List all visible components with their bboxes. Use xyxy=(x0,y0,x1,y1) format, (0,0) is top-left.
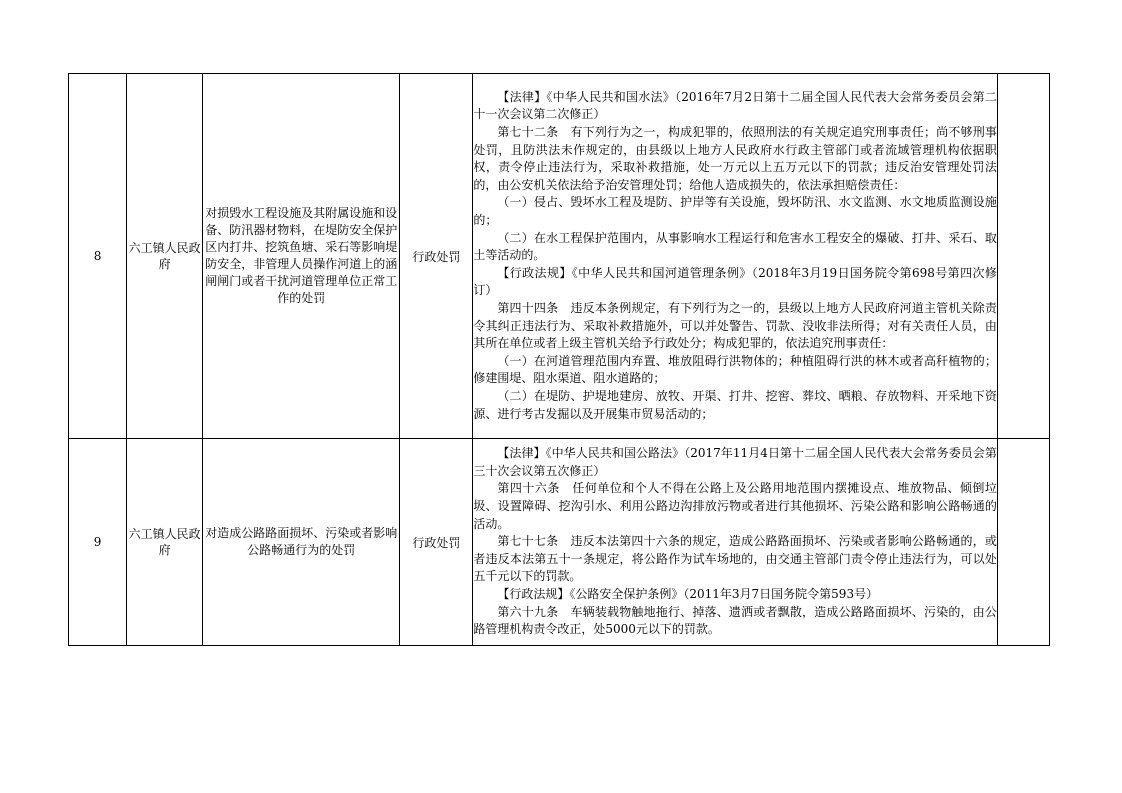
penalty-table xyxy=(68,73,1050,646)
basis-paragraph: 第七十七条 违反本法第四十六条的规定，造成公路路面损坏、污染或者影响公路畅通的，或者违反本法第五十一条规定，将公路作为试车场地的，由交通主管部门责令停止违法行为，可以处五千元以下的罚款。 xyxy=(473,534,997,584)
penalty-item: 对损毁水工程设施及其附属设施和设备、防汛器材物料，在堤防安全保护区内打井、挖筑鱼塘、采石等影响堤防安全，非管理人员操作河道上的涵闸闸门或者干扰河道管理单位正常工作的处罚 xyxy=(203,74,400,439)
penalty-type: 行政处罚 xyxy=(400,439,473,646)
basis-paragraph: （一）在河道管理范围内弃置、堆放阻碍行洪物体的；种植阻碍行洪的林木或者高秆植物的；修建围堤、阻水渠道、阻水道路的； xyxy=(473,353,997,386)
table-row xyxy=(69,74,1050,439)
remarks-cell xyxy=(997,74,1049,439)
basis-paragraph: 第四十六条 任何单位和个人不得在公路上及公路用地范围内摆摊设点、堆放物品、倾倒垃圾、设置障碍、挖沟引水、利用公路边沟排放污物或者进行其他损坏、污染公路和影响公路畅通的活动。 xyxy=(473,481,997,531)
remarks-cell xyxy=(997,439,1049,646)
basis-paragraph: （二）在堤防、护堤地建房、放牧、开渠、打井、挖窖、葬坟、晒粮、存放物料、开采地下资源、进行考古发掘以及开展集市贸易活动的； xyxy=(473,388,997,421)
basis-paragraph: 第六十九条 车辆装载物触地拖行、掉落、遗洒或者飘散，造成公路路面损坏、污染的，由公路管理机构责令改正，处5000元以下的罚款。 xyxy=(473,604,997,637)
basis-paragraph: 【行政法规】《中华人民共和国河道管理条例》（2018年3月19日国务院令第698号第四次修订） xyxy=(473,265,997,298)
basis-paragraph: 第四十四条 违反本条例规定，有下列行为之一的，县级以上地方人民政府河道主管机关除责令其纠正违法行为、采取补救措施外，可以并处警告、罚款、没收非法所得；对有关责任人员，由其所在单位或者上级主管机关给予行政处分；构成犯罪的，依法追究刑事责任： xyxy=(473,300,997,351)
basis-paragraph: 【行政法规】《公路安全保护条例》（2011年3月7日国务院令第593号） xyxy=(497,586,879,601)
basis-paragraph: （二）在水工程保护范围内，从事影响水工程运行和危害水工程安全的爆破、打井、采石、取土等活动的。 xyxy=(473,230,997,263)
implementing-unit: 六工镇人民政府 xyxy=(127,74,203,439)
table-row xyxy=(69,439,1050,646)
basis-paragraph: （一）侵占、毁坏水工程及堤防、护岸等有关设施，毁坏防汛、水文监测、水文地质监测设施的； xyxy=(473,195,997,228)
penalty-type: 行政处罚 xyxy=(400,74,473,439)
basis-paragraph: 【法律】《中华人民共和国水法》（2016年7月2日第十二届全国人民代表大会常务委员会第二十一次会议第二次修正） xyxy=(473,89,997,122)
row-number: 8 xyxy=(69,74,127,439)
basis-paragraph: 【法律】《中华人民共和国公路法》（2017年11月4日第十二届全国人民代表大会常务委员会第三十次会议第五次修正） xyxy=(473,446,997,478)
penalty-item: 对造成公路路面损坏、污染或者影响公路畅通行为的处罚 xyxy=(203,439,400,646)
legal-basis xyxy=(473,439,998,646)
row-number: 9 xyxy=(69,439,127,646)
implementing-unit: 六工镇人民政府 xyxy=(127,439,203,646)
basis-paragraph: 第七十二条 有下列行为之一，构成犯罪的，依照刑法的有关规定追究刑事责任；尚不够刑事处罚，且防洪法未作规定的，由县级以上地方人民政府水行政主管部门或者流域管理机构依据职权，责令停止违法行为，采取补救措施，处一万元以上五万元以下的罚款；违反治安管理处罚法的，由公安机关依法给予治安管理处罚；给他人造成损失的，依法承担赔偿责任： xyxy=(473,125,997,192)
legal-basis xyxy=(473,74,998,439)
